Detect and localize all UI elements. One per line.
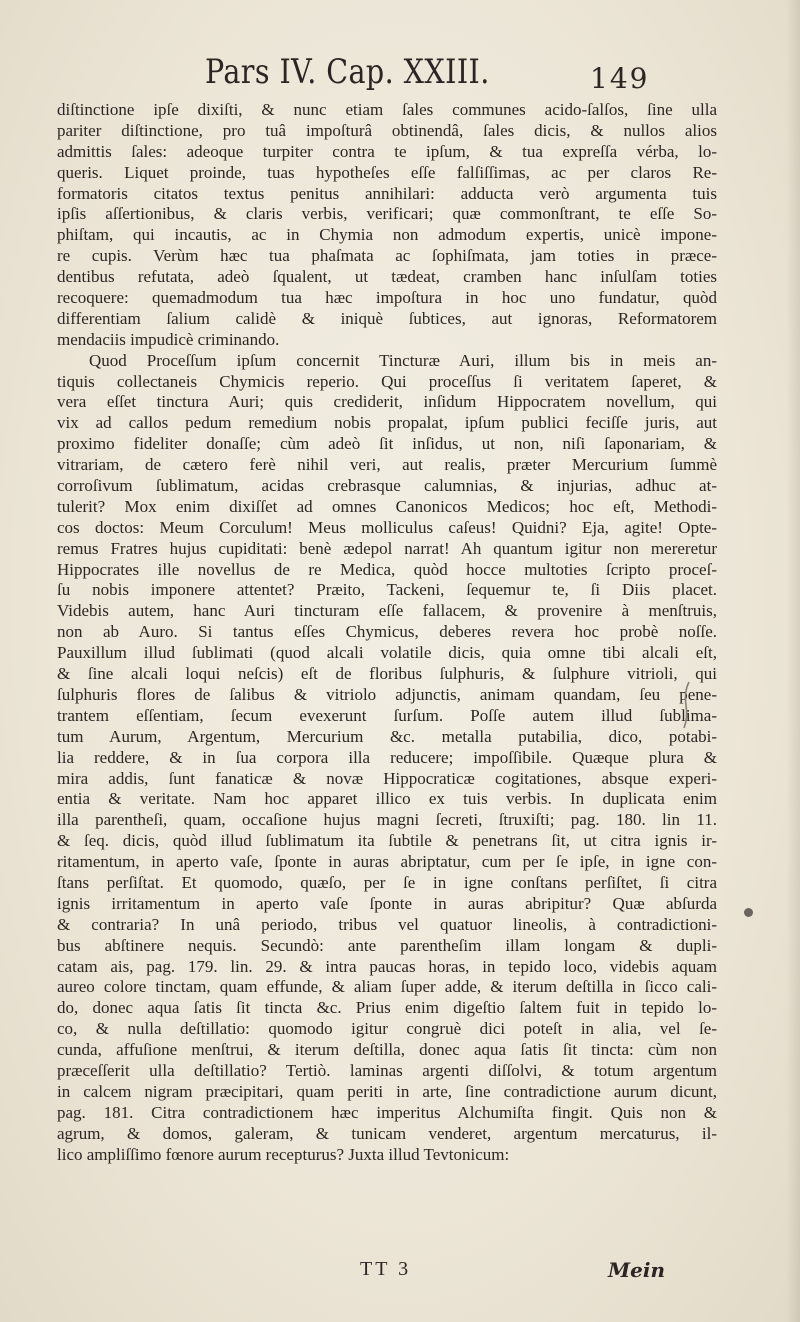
text-line: agrum, & domos, galeram, & tunicam venderet, argentum mercaturus, il- — [57, 1123, 717, 1143]
text-line: & ſeq. dicis, quòd illud ſublimatum ita ſubtile & penetrans ſit, ut citra ignis ir- — [57, 831, 717, 851]
text-line: co, & nulla deſtillatio: quomodo igitur congruè dici poteſt in alia, vel ſe- — [57, 1019, 717, 1039]
text-line: aureo colore tinctam, quam effunde, & aliam ſuper adde, & iterum deſtilla in ſicco cali- — [57, 977, 717, 997]
text-line: non ab Auro. Si tantus eſſes Chymicus, deberes revera hoc probè noſſe. — [57, 622, 717, 642]
text-line: vitrariam, de cætero ferè nihil veri, aut realis, præter Mercurium ſummè — [57, 455, 717, 475]
text-line: re cupis. Verùm hæc tua phaſmata ac ſophiſmata, jam toties in præce- — [57, 246, 717, 266]
text-line: & contraria? In unâ periodo, tribus vel quatuor lineolis, à contradictioni- — [57, 914, 717, 934]
text-line: bus abſtinere nequis. Secundò: ante parentheſim illam longam & dupli- — [57, 935, 717, 955]
text-line: ipſis aſſertionibus, & claris verbis, verificari; quæ commonſtrant, te eſſe So- — [57, 204, 717, 224]
text-line: & ſine alcali loqui neſcis) eſt de floribus ſulphuris, & ſulphure vitrioli, qui — [57, 664, 717, 684]
text-line: tum Aurum, Argentum, Mercurium &c. metalla putabilia, dico, potabi- — [57, 726, 717, 746]
text-line: Quod Proceſſum ipſum concernit Tincturæ Auri, illum bis in meis an- — [89, 350, 717, 370]
text-line: lico ampliſſimo fœnore aurum recepturus? Juxta illud Tevtonicum: — [57, 1144, 510, 1164]
signature-mark: TT 3 — [360, 1258, 412, 1280]
text-line: ſtans perſiſtat. Et quomodo, quæſo, per ſe in igne conſtans perſiſtet, ſi citra — [57, 872, 717, 892]
text-line: lia reddere, & in ſua corpora illa reducere; impoſſibile. Quæque plura & — [57, 747, 717, 767]
text-line: præceſſerit ulla deſtillatio? Tertiò. laminas argenti diſſolvi, & totum argentum — [57, 1060, 717, 1080]
text-line: do, donec aqua ſatis ſit tincta &c. Prius enim digeſtio ſaltem fuit in tepido lo- — [57, 998, 717, 1018]
text-line: pariter diſtinctione, pro tuâ impoſturâ obtinendâ, ſales dicis, & nullos alios — [57, 120, 717, 140]
text-line: Hippocrates ille novellus de re Medica, quòd hocce multoties ſcripto proceſ- — [57, 559, 717, 579]
page-footer — [0, 1258, 800, 1288]
body-text — [57, 100, 717, 1165]
text-line: mira addis, ſunt fanaticæ & novæ Hippocraticæ cogitationes, absque experi- — [57, 768, 717, 788]
text-line: tiquis collectaneis Chymicis reperio. Qui proceſſus ſi veritatem ſaperet, & — [57, 371, 717, 391]
text-line: mendaciis impudicè criminando. — [57, 329, 280, 349]
text-line: illa parentheſi, quam, occaſione hujus magni ſecreti, ſtruxiſti; pag. 180. lin 11. — [57, 810, 717, 830]
text-line: cunda, affuſione menſtrui, & iterum deſtilla, donec aqua ſatis ſit tincta: cùm non — [57, 1040, 717, 1060]
text-line: catam ais, pag. 179. lin. 29. & intra paucas horas, in tepido loco, videbis aquam — [57, 956, 717, 976]
catchword: Mein — [608, 1258, 666, 1282]
text-line: cos doctos: Meum Corculum! Meus molliculus caſeus! Quidni? Eja, agite! Opte- — [57, 517, 717, 537]
ink-dot-mark — [744, 908, 753, 917]
text-line: admittis ſales: adeoque turpiter contra te ipſum, & tua expreſſa vérba, lo- — [57, 141, 717, 161]
text-line: vera eſſet tinctura Auri; quis crediderit, inſidum Hippocratem novellum, qui — [57, 392, 717, 412]
text-line: recoquere: quemadmodum tua hæc impoſtura in hoc uno fundatur, quòd — [57, 288, 717, 308]
text-line: trantem eſſentiam, ſecum evexerunt ſurſum. Poſſe autem illud ſublima- — [57, 705, 717, 725]
page-title: Pars IV. Cap. XXIII. — [205, 52, 490, 92]
text-line: ignis irritamentum in aperto vaſe ſponte in auras abripitur? Quæ abſurda — [57, 893, 717, 913]
margin-bracket-mark — [683, 680, 691, 730]
text-line: dentibus refutata, adeò ſqualent, ut tædeat, cramben hanc inſulſam toties — [57, 267, 717, 287]
text-line: ſulphuris flores de ſalibus & vitriolo adjunctis, animam quandam, ſeu pene- — [57, 684, 717, 704]
text-line: pag. 181. Citra contradictionem hæc imperitus Alchumiſta fingit. Quis non & — [57, 1102, 717, 1122]
text-line: ritamentum, in aperto vaſe, ſponte in auras abriptatur, cum per ſe ipſe, in igne con- — [57, 852, 717, 872]
text-line: entia & veritate. Nam hoc apparet illico ex tuis verbis. In duplicata enim — [57, 789, 717, 809]
text-line: corroſivum ſublimatum, acidas crebrasque calumnias, & injurias, adhuc at- — [57, 476, 717, 496]
text-line: ſu nobis imponere attentet? Præito, Tackeni, ſequemur te, ſi Diis placet. — [57, 580, 717, 600]
text-line: remus Fratres hujus cupiditati: benè ædepol narrat! Ah quantum igitur non mereretur — [57, 538, 717, 558]
text-line: formatoris citatos textus penitus annihilari: adducta verò argumenta tuis — [57, 183, 717, 203]
text-line: Videbis autem, hanc Auri tincturam eſſe fallacem, & provenire à menſtruis, — [57, 601, 717, 621]
text-line: Pauxillum illud ſublimati (quod alcali volatile dicis, quia omne tibi alcali eſt, — [57, 643, 717, 663]
text-line: tulerit? Mox enim dixiſſet ad omnes Canonicos Medicos; hoc eſt, Methodi- — [57, 496, 717, 516]
text-line: phiſtam, qui incautis, ac in Chymia non admodum expertis, unicè impone- — [57, 225, 717, 245]
page-number: 149 — [590, 62, 650, 95]
text-line: proximo fideliter donaſſe; cùm adeò ſit inſidus, ut non, niſi ſaponariam, & — [57, 434, 717, 454]
text-line: queris. Liquet proinde, tuas hypotheſes eſſe falſiſſimas, ac per claros Re- — [57, 162, 717, 182]
text-line: differentiam ſalium calidè & iniquè ſubtices, aut ignoras, Reformatorem — [57, 308, 717, 328]
text-line: diſtinctione ipſe dixiſti, & nunc etiam ſales communes acido-ſalſos, ſine ulla — [57, 100, 717, 119]
running-head — [0, 52, 800, 96]
text-line: vix ad callos pedum remedium nobis propalat, ipſum publici feciſſe juris, aut — [57, 413, 717, 433]
page-edge-shadow — [786, 0, 800, 1322]
text-line: in calcem nigram præcipitari, quam periti in arte, ſine contradictione aurum dicunt, — [57, 1081, 717, 1101]
